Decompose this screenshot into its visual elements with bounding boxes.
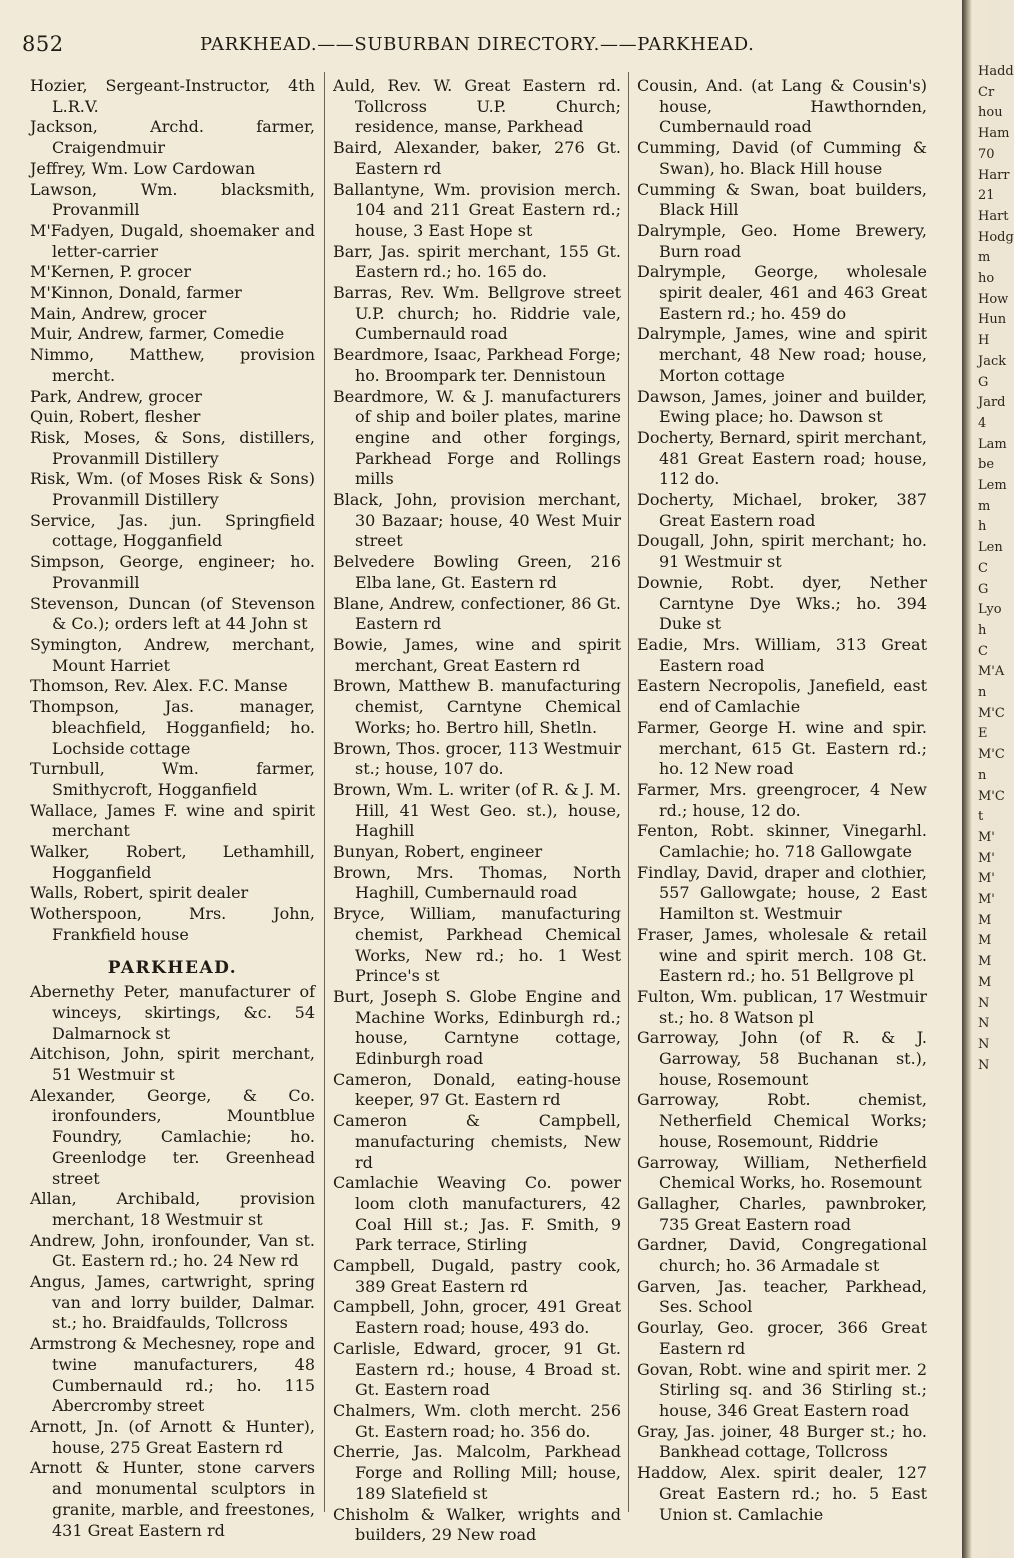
directory-entry: M'Fadyen, Dugald, shoemaker and letter-carrier bbox=[30, 220, 315, 261]
gutter-fragment: M' bbox=[978, 892, 995, 907]
gutter-fragment: h bbox=[978, 519, 987, 535]
gutter-fragment: M'C bbox=[978, 705, 1005, 721]
directory-entry: Gray, Jas. joiner, 48 Burger st.; ho. Bankhead cottage, Tollcross bbox=[637, 1421, 927, 1462]
gutter-fragment: Jard bbox=[978, 395, 1006, 411]
directory-entry: Gallagher, Charles, pawnbroker, 735 Great Eastern road bbox=[637, 1193, 927, 1234]
directory-entry: Cherrie, Jas. Malcolm, Parkhead Forge and Rolling Mill; house, 189 Slatefield st bbox=[333, 1442, 621, 1503]
directory-entry: Thomson, Rev. Alex. F.C. Manse bbox=[30, 676, 288, 696]
adjacent-page-edge bbox=[962, 0, 1014, 1558]
gutter-fragment: M bbox=[978, 954, 992, 970]
directory-entry: Lawson, Wm. blacksmith, Provanmill bbox=[30, 179, 315, 220]
directory-entry: Beardmore, W. & J. manufacturers of ship and boiler plates, marine engine and other forgings, Parkhead Forge and Rollings mills bbox=[333, 386, 621, 489]
gutter-fragment: be bbox=[978, 457, 995, 473]
gutter-fragment: m bbox=[978, 250, 991, 266]
directory-entry: Chisholm & Walker, wrights and builders, 29 New road bbox=[333, 1504, 621, 1545]
directory-entry: Farmer, George H. wine and spir. merchant, 615 Gt. Eastern rd.; ho. 12 New road bbox=[637, 717, 927, 779]
gutter-fragment: M bbox=[978, 974, 992, 990]
gutter-fragment: Cr bbox=[978, 84, 995, 100]
directory-entry: Wotherspoon, Mrs. John, Frankfield house bbox=[30, 904, 315, 944]
gutter-fragment: Hun bbox=[978, 312, 1007, 328]
column-1 bbox=[30, 76, 315, 1541]
directory-entry: Gardner, David, Congregational church; ho. 36 Armadale st bbox=[637, 1235, 927, 1276]
directory-entry: Cumming, David (of Cumming & Swan), ho. Black Hill house bbox=[637, 138, 927, 178]
directory-entry: Carlisle, Edward, grocer, 91 Gt. Eastern rd.; house, 4 Broad st. Gt. Eastern road bbox=[333, 1338, 621, 1400]
directory-entry: M'Kernen, P. grocer bbox=[30, 262, 191, 282]
directory-entry: Aitchison, John, spirit merchant, 51 Westmuir st bbox=[30, 1044, 315, 1085]
directory-entry: Risk, Moses, & Sons, distillers, Provanmill Distillery bbox=[30, 427, 315, 468]
directory-entry: Black, John, provision merchant, 30 Bazaar; house, 40 West Muir street bbox=[333, 490, 621, 551]
gutter-fragment: M bbox=[978, 933, 992, 949]
column-3 bbox=[637, 76, 927, 1525]
gutter-fragment: Harr bbox=[978, 167, 1010, 183]
directory-entry: Belvedere Bowling Green, 216 Elba lane, Gt. Eastern rd bbox=[333, 552, 621, 592]
directory-entry: Turnbull, Wm. farmer, Smithycroft, Hogganfield bbox=[30, 759, 315, 799]
directory-entry: Beardmore, Isaac, Parkhead Forge; ho. Broompark ter. Dennistoun bbox=[333, 345, 621, 385]
directory-entry: Bryce, William, manufacturing chemist, Parkhead Chemical Works, New rd.; ho. 1 West Prince's st bbox=[333, 904, 621, 986]
gutter-fragment: C bbox=[978, 560, 988, 576]
directory-entry: Brown, Wm. L. writer (of R. & J. M. Hill, 41 West Geo. st.), house, Haghill bbox=[333, 779, 621, 841]
directory-entry: Dalrymple, Geo. Home Brewery, Burn road bbox=[637, 220, 927, 261]
directory-entry: Blane, Andrew, confectioner, 86 Gt. Eastern rd bbox=[333, 593, 621, 634]
directory-entry: Chalmers, Wm. cloth mercht. 256 Gt. Eastern road; ho. 356 do. bbox=[333, 1401, 621, 1441]
directory-entry: Barras, Rev. Wm. Bellgrove street U.P. church; ho. Riddrie vale, Cumbernauld road bbox=[333, 283, 621, 344]
column-divider bbox=[628, 72, 629, 1512]
directory-entry: Arnott, Jn. (of Arnott & Hunter), house, 275 Great Eastern rd bbox=[30, 1417, 315, 1457]
directory-entry: Angus, James, cartwright, spring van and lorry builder, Dalmar. st.; ho. Braidfaulds, Tollcross bbox=[30, 1272, 315, 1333]
gutter-fragment: n bbox=[978, 767, 987, 783]
directory-entry: Dougall, John, spirit merchant; ho. 91 Westmuir st bbox=[637, 531, 927, 572]
directory-entry: Garroway, John (of R. & J. Garroway, 58 Buchanan st.), house, Rosemount bbox=[637, 1028, 927, 1089]
directory-entry: Walls, Robert, spirit dealer bbox=[30, 883, 249, 903]
directory-entry: Eadie, Mrs. William, 313 Great Eastern road bbox=[637, 634, 927, 675]
directory-entry: Dawson, James, joiner and builder, Ewing place; ho. Dawson st bbox=[637, 386, 927, 427]
page-number: 852 bbox=[22, 32, 64, 56]
directory-entry: Garroway, William, Netherfield Chemical Works, ho. Rosemount bbox=[637, 1152, 927, 1193]
directory-entry: Cameron & Campbell, manufacturing chemists, New rd bbox=[333, 1111, 621, 1172]
directory-entry: Cumming & Swan, boat builders, Black Hill bbox=[637, 179, 927, 220]
directory-entry: Armstrong & Mechesney, rope and twine manufacturers, 48 Cumbernauld rd.; ho. 115 Abercromby street bbox=[30, 1334, 315, 1416]
gutter-fragment: Lam bbox=[978, 436, 1007, 452]
gutter-fragment: Lem bbox=[978, 478, 1007, 493]
directory-entry: Alexander, George, & Co. ironfounders, Mountblue Foundry, Camlachie; ho. Greenlodge ter. Greenhead street bbox=[30, 1085, 315, 1188]
directory-entry: Hozier, Sergeant-Instructor, 4th L.R.V. bbox=[30, 76, 315, 116]
directory-entry: Cousin, And. (at Lang & Cousin's) house, Hawthornden, Cumbernauld road bbox=[637, 76, 927, 137]
directory-entry: Stevenson, Duncan (of Stevenson & Co.); orders left at 44 John st bbox=[30, 593, 315, 634]
directory-entry: Simpson, George, engineer; ho. Provanmill bbox=[30, 552, 315, 592]
directory-entry: Garroway, Robt. chemist, Netherfield Chemical Works; house, Rosemount, Riddrie bbox=[637, 1090, 927, 1151]
gutter-fragment: N bbox=[978, 1057, 990, 1073]
gutter-fragment: M bbox=[978, 912, 992, 928]
page-header bbox=[22, 30, 952, 60]
running-title: PARKHEAD.——SUBURBAN DIRECTORY.——PARKHEAD. bbox=[200, 34, 755, 55]
directory-entry: Eastern Necropolis, Janefield, east end of Camlachie bbox=[637, 676, 927, 717]
gutter-fragment: N bbox=[978, 1036, 990, 1052]
gutter-fragment: M' bbox=[978, 871, 995, 887]
gutter-fragment: N bbox=[978, 1016, 990, 1032]
gutter-fragment: m bbox=[978, 498, 991, 514]
gutter-fragment: M'A bbox=[978, 664, 1005, 680]
column-2 bbox=[333, 76, 621, 1546]
directory-entry: Fenton, Robt. skinner, Vinegarhl. Camlachie; ho. 718 Gallowgate bbox=[637, 821, 927, 862]
gutter-fragment: How bbox=[978, 291, 1009, 307]
directory-entry: Barr, Jas. spirit merchant, 155 Gt. Eastern rd.; ho. 165 do. bbox=[333, 241, 621, 282]
directory-entry: Brown, Mrs. Thomas, North Haghill, Cumbernauld road bbox=[333, 862, 621, 903]
gutter-fragment: 4 bbox=[978, 415, 987, 431]
directory-entry: Haddow, Alex. spirit dealer, 127 Great Eastern rd.; ho. 5 East Union st. Camlachie bbox=[637, 1463, 927, 1524]
directory-entry: Bowie, James, wine and spirit merchant, Great Eastern rd bbox=[333, 634, 621, 675]
directory-entry: Campbell, Dugald, pastry cook, 389 Great Eastern rd bbox=[333, 1256, 621, 1296]
directory-entry: Govan, Robt. wine and spirit mer. 2 Stirling sq. and 36 Stirling st.; house, 346 Great Eastern road bbox=[637, 1359, 927, 1420]
gutter-fragment: Hart bbox=[978, 208, 1009, 224]
gutter-fragment: hou bbox=[978, 105, 1003, 121]
directory-entry: Jackson, Archd. farmer, Craigendmuir bbox=[30, 117, 315, 158]
directory-entry: Park, Andrew, grocer bbox=[30, 386, 202, 406]
gutter-fragment: M' bbox=[978, 829, 995, 845]
gutter-fragment: C bbox=[978, 643, 988, 659]
directory-entry: Abernethy Peter, manufacturer of winceys, skirtings, &c. 54 Dalmarnock st bbox=[30, 982, 315, 1043]
directory-entry: Wallace, James F. wine and spirit merchant bbox=[30, 800, 315, 841]
gutter-fragment: Lyo bbox=[978, 602, 1002, 618]
directory-entry: Auld, Rev. W. Great Eastern rd. Tollcross U.P. Church; residence, manse, Parkhead bbox=[333, 76, 621, 137]
directory-entry: Findlay, David, draper and clothier, 557 Gallowgate; house, 2 East Hamilton st. Westmuir bbox=[637, 862, 927, 924]
gutter-fragment: G bbox=[978, 374, 989, 390]
directory-entry: Docherty, Michael, broker, 387 Great Eastern road bbox=[637, 490, 927, 530]
directory-entry: Thompson, Jas. manager, bleachfield, Hogganfield; ho. Lochside cottage bbox=[30, 697, 315, 758]
directory-entry: Cameron, Donald, eating-house keeper, 97 Gt. Eastern rd bbox=[333, 1069, 621, 1110]
column-divider bbox=[324, 72, 325, 1512]
directory-entry: Symington, Andrew, merchant, Mount Harriet bbox=[30, 634, 315, 675]
directory-entry: Fraser, James, wholesale & retail wine and spirit merch. 108 Gt. Eastern rd.; ho. 51 Bellgrove pl bbox=[637, 924, 927, 986]
directory-entry: Garven, Jas. teacher, Parkhead, Ses. School bbox=[637, 1276, 927, 1317]
gutter-fragment: Hadd bbox=[978, 64, 1014, 79]
directory-entry: Downie, Robt. dyer, Nether Carntyne Dye Wks.; ho. 394 Duke st bbox=[637, 572, 927, 634]
gutter-fragment: Jack bbox=[978, 353, 1007, 369]
directory-entry: Nimmo, Matthew, provision mercht. bbox=[30, 345, 315, 385]
gutter-fragment: H bbox=[978, 333, 990, 349]
gutter-fragment: ho bbox=[978, 271, 995, 286]
gutter-fragment: h bbox=[978, 622, 987, 638]
gutter-fragment: n bbox=[978, 685, 987, 700]
gutter-fragment: 21 bbox=[978, 188, 995, 204]
section-heading: PARKHEAD. bbox=[107, 957, 238, 978]
gutter-fragment: Len bbox=[978, 540, 1003, 556]
directory-entry: Camlachie Weaving Co. power loom cloth manufacturers, 42 Coal Hill st.; Jas. F. Smith, 9 Park terrace, Stirling bbox=[333, 1173, 621, 1255]
directory-entry: Burt, Joseph S. Globe Engine and Machine Works, Edinburgh rd.; house, Carntyne cottage, Edinburgh road bbox=[333, 986, 621, 1069]
gutter-fragment: Hodg bbox=[978, 229, 1014, 245]
directory-entry: Main, Andrew, grocer bbox=[30, 303, 207, 323]
gutter-fragment: Ham bbox=[978, 126, 1010, 142]
directory-entry: M'Kinnon, Donald, farmer bbox=[30, 283, 242, 303]
directory-entry: Docherty, Bernard, spirit merchant, 481 Great Eastern road; house, 112 do. bbox=[637, 427, 927, 489]
directory-entry: Fulton, Wm. publican, 17 Westmuir st.; ho. 8 Watson pl bbox=[637, 986, 927, 1027]
gutter-fragment: E bbox=[978, 726, 988, 742]
directory-entry: Service, Jas. jun. Springfield cottage, Hogganfield bbox=[30, 510, 315, 551]
directory-entry: Jeffrey, Wm. Low Cardowan bbox=[30, 158, 256, 178]
gutter-fragment: M'C bbox=[978, 788, 1005, 804]
directory-entry: Brown, Matthew B. manufacturing chemist, Carntyne Chemical Works; ho. Bertro hill, Shetln. bbox=[333, 676, 621, 737]
gutter-fragment: M' bbox=[978, 850, 995, 866]
directory-entry: Allan, Archibald, provision merchant, 18 Westmuir st bbox=[30, 1189, 315, 1229]
gutter-fragment: t bbox=[978, 809, 984, 825]
directory-entry: Farmer, Mrs. greengrocer, 4 New rd.; house, 12 do. bbox=[637, 779, 927, 820]
directory-entry: Ballantyne, Wm. provision merch. 104 and 211 Great Eastern rd.; house, 3 East Hope st bbox=[333, 179, 621, 240]
gutter-fragment: N bbox=[978, 995, 990, 1011]
directory-entry: Arnott & Hunter, stone carvers and monumental sculptors in granite, marble, and freestones, 431 Great Eastern rd bbox=[30, 1458, 315, 1540]
gutter-fragment: 70 bbox=[978, 146, 995, 162]
directory-entry: Muir, Andrew, farmer, Comedie bbox=[30, 324, 285, 344]
directory-entry: Andrew, John, ironfounder, Van st. Gt. Eastern rd.; ho. 24 New rd bbox=[30, 1230, 315, 1271]
directory-entry: Dalrymple, George, wholesale spirit dealer, 461 and 463 Great Eastern rd.; ho. 459 do bbox=[637, 262, 927, 323]
directory-entry: Brown, Thos. grocer, 113 Westmuir st.; house, 107 do. bbox=[333, 738, 621, 779]
directory-entry: Campbell, John, grocer, 491 Great Eastern road; house, 493 do. bbox=[333, 1297, 621, 1338]
directory-entry: Baird, Alexander, baker, 276 Gt. Eastern rd bbox=[333, 138, 621, 178]
directory-entry: Bunyan, Robert, engineer bbox=[333, 842, 543, 862]
directory-entry: Walker, Robert, Lethamhill, Hogganfield bbox=[30, 842, 315, 882]
gutter-fragment: M'C bbox=[978, 747, 1005, 763]
directory-entry: Risk, Wm. (of Moses Risk & Sons) Provanmill Distillery bbox=[30, 469, 315, 510]
directory-entry: Dalrymple, James, wine and spirit merchant, 48 New road; house, Morton cottage bbox=[637, 324, 927, 385]
gutter-fragment: G bbox=[978, 581, 989, 597]
directory-entry: Quin, Robert, flesher bbox=[30, 407, 201, 427]
directory-entry: Gourlay, Geo. grocer, 366 Great Eastern rd bbox=[637, 1318, 927, 1358]
